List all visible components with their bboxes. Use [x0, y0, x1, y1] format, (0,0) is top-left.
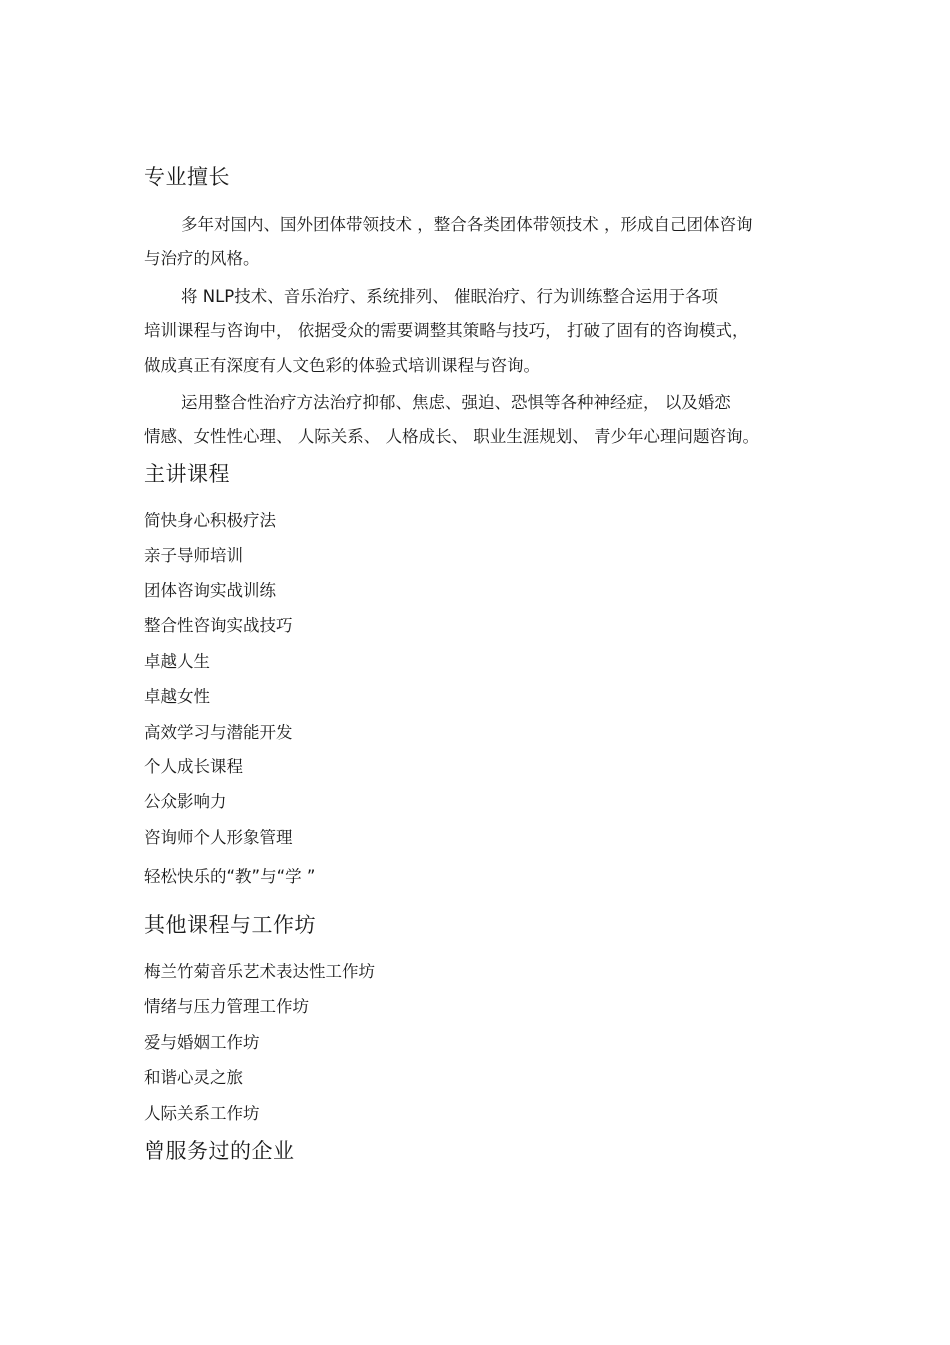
- expertise-paragraph-1-line-1: 多年对国内、国外团体带领技术 ，整合各类团体带领技术 ，形成自己团体咨询: [181, 215, 753, 234]
- expertise-paragraph-2-line-2: 培训课程与咨询中， 依据受众的需要调整其策略与技巧， 打破了固有的咨询模式，: [144, 321, 749, 340]
- workshops-heading: 其他课程与工作坊: [144, 913, 316, 937]
- course-item: 卓越人生: [144, 652, 210, 671]
- course-item: 简快身心积极疗法: [144, 511, 276, 530]
- expertise-paragraph-1-line-2: 与治疗的风格。: [144, 249, 260, 268]
- course-item: 整合性咨询实战技巧: [144, 616, 293, 635]
- workshop-item: 情绪与压力管理工作坊: [144, 997, 309, 1016]
- course-item: 亲子导师培训: [144, 546, 243, 565]
- course-item: 团体咨询实战训练: [144, 581, 276, 600]
- course-item: 轻松快乐的“教”与“学 ”: [144, 867, 316, 886]
- expertise-paragraph-3-line-1: 运用整合性治疗方法治疗抑郁、焦虑、强迫、恐惧等各种神经症， 以及婚恋: [181, 393, 731, 412]
- clients-heading: 曾服务过的企业: [144, 1139, 295, 1163]
- course-item: 个人成长课程: [144, 757, 243, 776]
- expertise-heading: 专业擅长: [144, 165, 230, 189]
- workshop-item: 人际关系工作坊: [144, 1104, 260, 1123]
- workshop-item: 爱与婚姻工作坊: [144, 1033, 260, 1052]
- expertise-paragraph-2-line-1: 将 NLP技术、音乐治疗、系统排列、 催眠治疗、行为训练整合运用于各项: [181, 287, 718, 306]
- course-item: 高效学习与潜能开发: [144, 723, 293, 742]
- expertise-paragraph-2-line-3: 做成真正有深度有人文色彩的体验式培训课程与咨询。: [144, 356, 540, 375]
- workshop-item: 和谐心灵之旅: [144, 1068, 243, 1087]
- course-item: 卓越女性: [144, 687, 210, 706]
- course-item: 公众影响力: [144, 792, 227, 811]
- courses-heading: 主讲课程: [144, 462, 230, 486]
- course-item: 咨询师个人形象管理: [144, 828, 293, 847]
- workshop-item: 梅兰竹菊音乐艺术表达性工作坊: [144, 962, 375, 981]
- expertise-paragraph-3-line-2: 情感、女性性心理、 人际关系、 人格成长、 职业生涯规划、 青少年心理问题咨询。: [144, 427, 759, 446]
